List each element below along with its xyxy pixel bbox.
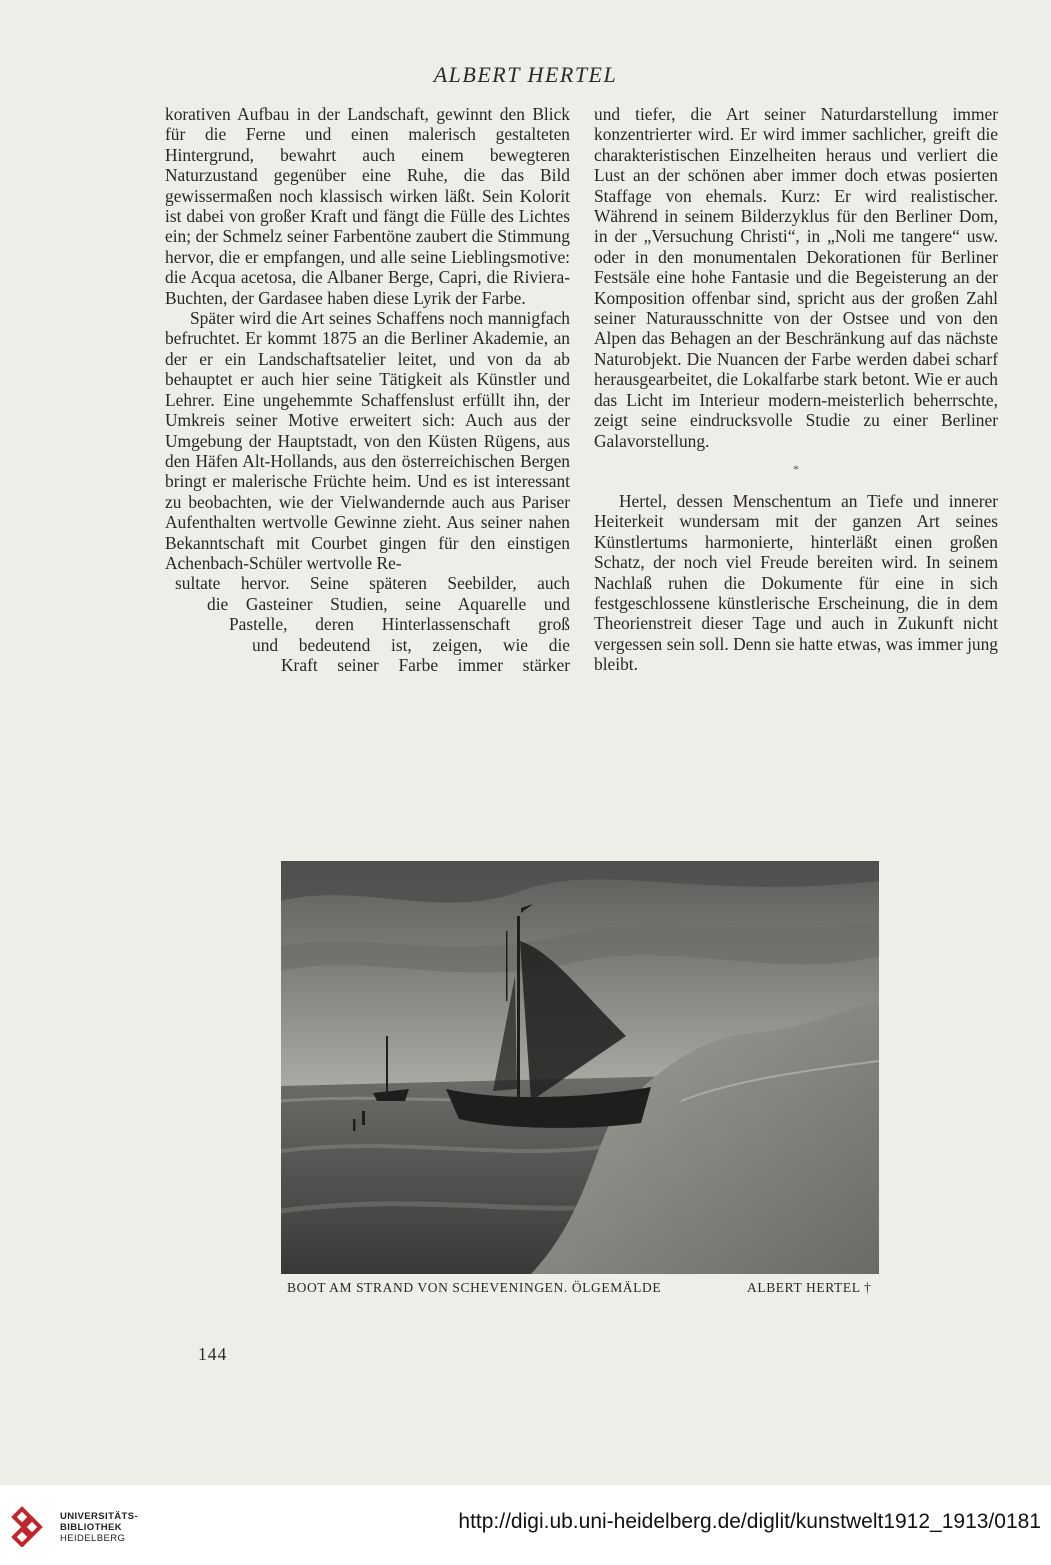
page-number: 144 xyxy=(198,1344,228,1364)
text-line: und bedeutend ist, zeigen, wie die xyxy=(252,634,570,655)
figure-artist-credit: ALBERT HERTEL † xyxy=(747,1280,872,1295)
library-name-line: UNIVERSITÄTS- xyxy=(60,1511,139,1522)
right-text-column xyxy=(594,104,998,675)
left-tail-lines xyxy=(165,573,570,675)
left-paragraph-1: korativen Aufbau in der Landschaft, gewinnt den Blick für die Ferne und einen malerisch gestalteten Hintergrund, bewahrt auch einem bewegteren Naturzustand gegenüber eine Ruhe, die das Bild gewissermaßen noch klassisch wirken läßt. Sein Kolorit ist dabei von großer Kraft und fängt die Fülle des Lichtes ein; der Schmelz seiner Farbentöne zaubert die Stimmung hervor, die er empfangen, und alle seine Lieblingsmotive: die Acqua acetosa, die Albaner Berge, Capri, die Riviera-Buchten, der Gardasee haben diese Lyrik der Farbe. xyxy=(165,104,570,308)
painting-image xyxy=(281,861,879,1274)
running-head: ALBERT HERTEL xyxy=(433,62,618,87)
library-name xyxy=(60,1511,138,1544)
text-line: Pastelle, deren Hinterlassenschaft groß xyxy=(229,614,570,635)
right-paragraph-1: und tiefer, die Art seiner Naturdarstellung immer konzentrierter wird. Er wird immer sachlicher, greift die charakteristischen Einzelheiten heraus und verliert die Lust an der schönen aber immer doch etwas posierten Staffage von ehemals. Kurz: Er wird realistischer. Während in seinem Bilderzyklus für den Berliner Dom, in der „Versuchung Christi“, in „Noli me tangere“ usw. oder in den monumentalen Dekorationen für Berliner Festsäle eine hohe Fantasie und die Begeisterung an der Komposition offenbar sind, spricht aus der großen Zahl seiner Naturausschnitte von der Ostsee und von den Alpen das Behagen an der Beschränkung auf das nächste Naturobjekt. Die Nuancen der Farbe werden dabei scharf herausgearbeitet, die Lokalfarbe stark betont. Wie er auch das Licht im Interieur modern-meisterlich beherrschte, zeigt seine eindrucksvolle Studie zu einer Berliner Galavorstellung. xyxy=(594,104,998,451)
painting-illustration xyxy=(281,861,879,1274)
library-logo-icon xyxy=(10,1505,52,1547)
text-line: sultate hervor. Seine späteren Seebilder, auch xyxy=(175,573,570,594)
right-paragraph-2: Hertel, dessen Menschentum an Tiefe und innerer Heiterkeit wundersam mit der ganzen Art seines Künstlertums harmonierte, hinterläßt einen großen Schatz, der noch viel Freude bereiten wird. In seinem Nachlaß ruhen die Dokumente für eine in sich festgeschlossene künstlerische Erscheinung, die in dem Theorienstreit dieser Tage und auch in Zukunft nicht vergessen sein soll. Denn sie hatte etwas, was immer jung bleibt. xyxy=(594,490,998,675)
section-separator: * xyxy=(793,461,799,476)
text-line: die Gasteiner Studien, seine Aquarelle und xyxy=(207,593,570,614)
left-paragraph-2: Später wird die Art seines Schaffens noch mannigfach befruchtet. Er kommt 1875 an die Berliner Akademie, an der er ein Landschaftsatelier leitet, und von da ab behauptet er auch hier seine Tätigkeit als Künstler und Lehrer. Eine ungehemmte Schaffenslust erfüllt ihn, der Umkreis seiner Motive erweitert sich: Auch aus der Umgebung der Hauptstadt, von den Küsten Rügens, aus den Häfen Alt-Hollands, aus den österreichischen Bergen bringt er malerische Früchte heim. Und es ist interessant zu beobachten, wie der Vielwandernde auch aus Pariser Aufenthalten wertvolle Gewinne zieht. Aus seiner nahen Bekanntschaft mit Courbet gingen für den einstigen Achenbach-Schüler wertvolle Re- xyxy=(165,308,570,573)
library-name-line: HEIDELBERG xyxy=(60,1533,126,1544)
figure-caption: BOOT AM STRAND VON SCHEVENINGEN. ÖLGEMÄLDE xyxy=(287,1280,662,1295)
left-text-column xyxy=(165,104,570,675)
library-name-line: BIBLIOTHEK xyxy=(60,1522,123,1533)
text-line: Kraft seiner Farbe immer stärker xyxy=(281,654,570,675)
source-url-link[interactable]: http://digi.ub.uni-heidelberg.de/diglit/kunstwelt1912_1913/0181 xyxy=(458,1510,1041,1533)
